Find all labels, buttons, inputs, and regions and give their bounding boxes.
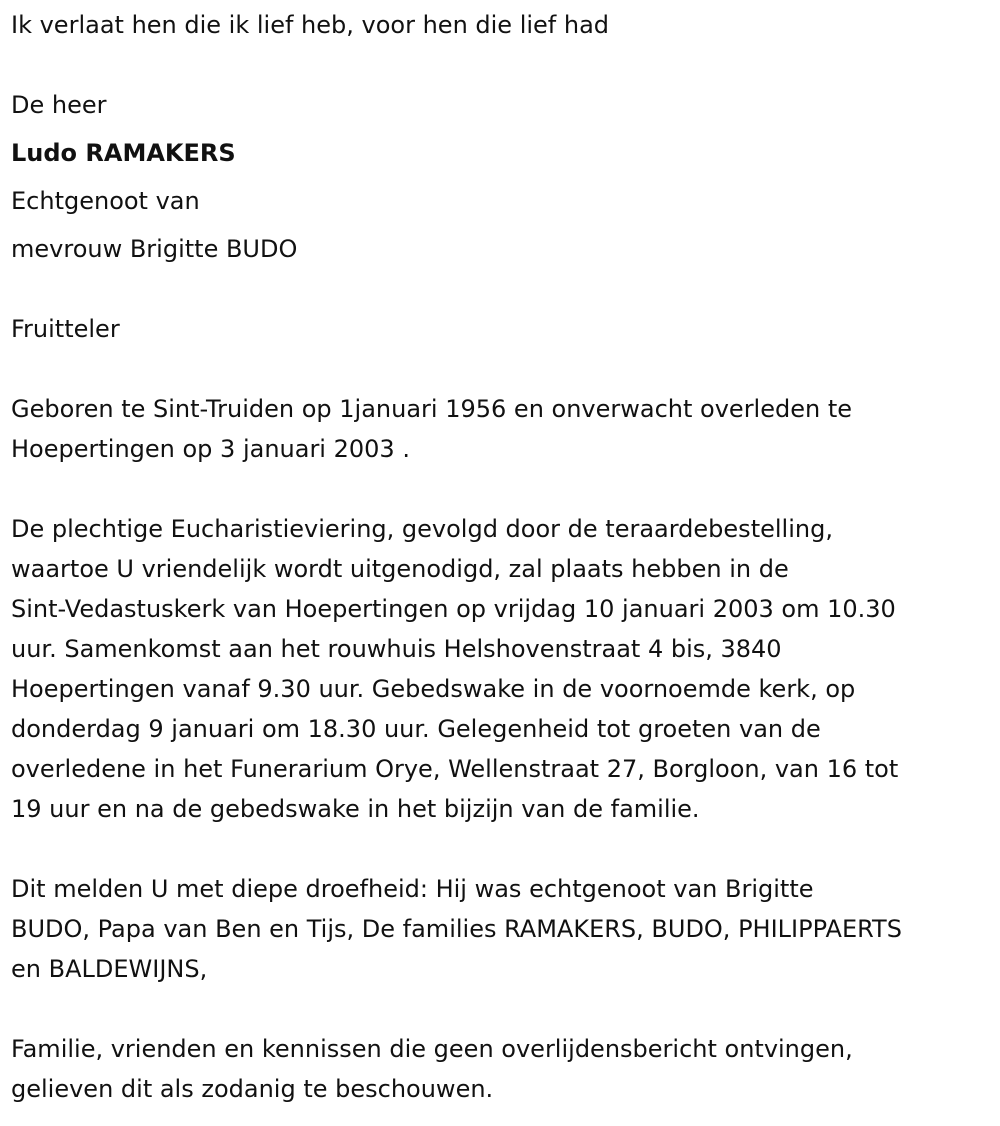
- closing-line: gelieven dit als zodanig te beschouwen.: [11, 1075, 494, 1103]
- ceremony-line: De plechtige Eucharistieviering, gevolgd door de teraardebestelling,: [11, 515, 833, 543]
- ceremony-line: uur. Samenkomst aan het rouwhuis Helshovenstraat 4 bis, 3840: [11, 635, 782, 663]
- announcement-line: en BALDEWIJNS,: [11, 955, 208, 983]
- ceremony-line: overledene in het Funerarium Orye, Wellenstraat 27, Borgloon, van 16 tot: [11, 755, 899, 783]
- ceremony-line: Sint-Vedastuskerk van Hoepertingen op vrijdag 10 januari 2003 om 10.30: [11, 595, 896, 623]
- birth-death-line: Hoepertingen op 3 januari 2003 .: [11, 435, 410, 463]
- opening-quote: Ik verlaat hen die ik lief heb, voor hen die lief had: [11, 11, 610, 39]
- ceremony-line: donderdag 9 januari om 18.30 uur. Gelegenheid tot groeten van de: [11, 715, 821, 743]
- announcement-line: Dit melden U met diepe droefheid: Hij was echtgenoot van Brigitte: [11, 875, 814, 903]
- closing-line: Familie, vrienden en kennissen die geen overlijdensbericht ontvingen,: [11, 1035, 853, 1063]
- spouse-intro: Echtgenoot van: [11, 187, 200, 215]
- salutation: De heer: [11, 91, 107, 119]
- ceremony-line: Hoepertingen vanaf 9.30 uur. Gebedswake in de voornoemde kerk, op: [11, 675, 856, 703]
- ceremony-line: 19 uur en na de gebedswake in het bijzijn van de familie.: [11, 795, 700, 823]
- birth-death-line: Geboren te Sint-Truiden op 1januari 1956 en onverwacht overleden te: [11, 395, 853, 423]
- spouse-name: mevrouw Brigitte BUDO: [11, 235, 298, 263]
- announcement-line: BUDO, Papa van Ben en Tijs, De families RAMAKERS, BUDO, PHILIPPAERTS: [11, 915, 902, 943]
- ceremony-line: waartoe U vriendelijk wordt uitgenodigd, zal plaats hebben in de: [11, 555, 789, 583]
- deceased-name: Ludo RAMAKERS: [11, 139, 236, 167]
- occupation: Fruitteler: [11, 315, 120, 343]
